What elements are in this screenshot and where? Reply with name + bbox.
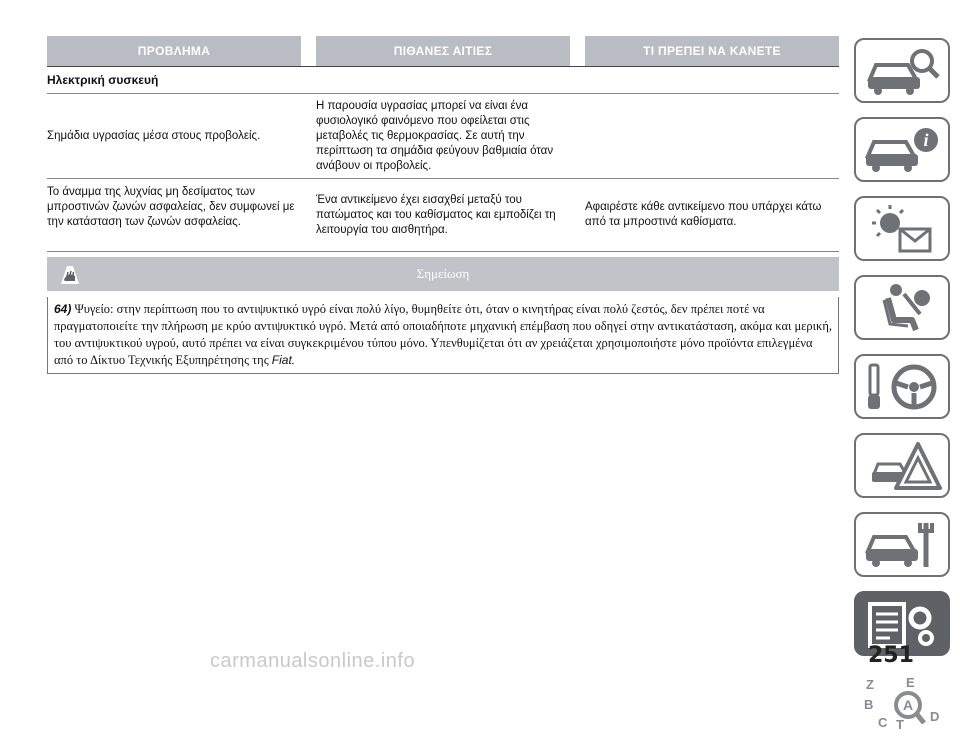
svg-text:i: i (923, 129, 929, 150)
header-actions: ΤΙ ΠΡΕΠΕΙ ΝΑ ΚΑΝΕΤΕ (585, 36, 839, 66)
svg-text:B: B (864, 696, 874, 712)
note-number: 64) (54, 302, 72, 316)
svg-text:C: C (878, 714, 888, 730)
troubleshooting-table (47, 36, 839, 252)
car-warning-triangle-icon (860, 438, 944, 494)
tab-airbag-seat[interactable] (854, 275, 950, 340)
action-cell (585, 94, 839, 178)
tab-car-tools[interactable] (854, 512, 950, 577)
car-info-icon (860, 122, 944, 178)
note-hand-icon (59, 262, 81, 286)
note-body (47, 297, 839, 374)
steering-key-icon (860, 359, 944, 415)
note-brand: Fiat. (271, 353, 296, 367)
note-text: Ψυγείο: στην περίπτωση που το αντιψυκτικό υγρό είναι πολύ λίγο, θυμηθείτε ότι, όταν ο κινητήρας είναι πολύ ζεστός, δεν πρέπει ποτέ να πραγματοποιείτε την πλήρωση με κρύο αντιψυκτικό υγρό. Μετά από οποιαδήποτε μηχανική επέμβαση που οδηγεί στην αντικατάσταση, ακόμα και μερική, του αντιψυκτικού υγρού, αυτό πρέπει να είναι συγκεκριμένου τύπου μόνο. Υπενθυμίζεται ότι αν χρειάζεται χρησιμοποιήστε μόνο προϊόντα επιλεγμένα από το Δίκτυο Τεχνικής Εξυπηρέτησης της (54, 302, 832, 367)
note-title: Σημείωση (416, 266, 470, 281)
tab-steering-key[interactable] (854, 354, 950, 419)
table-row (47, 179, 839, 252)
header-causes: ΠΙΘΑΝΕΣ ΑΙΤΙΕΣ (316, 36, 570, 66)
cause-cell: Ένα αντικείμενο έχει εισαχθεί μεταξύ του πατώματος και του καθίσματος και εμποδίζει τη λειτουργία του αισθητήρα. (316, 193, 556, 236)
table-header (47, 36, 839, 66)
header-problem: ΠΡΟΒΛΗΜΑ (47, 36, 301, 66)
svg-text:D: D (930, 708, 940, 724)
car-tools-icon (860, 517, 944, 573)
car-search-icon (860, 43, 944, 99)
svg-text:Z: Z (866, 676, 874, 692)
note-box (47, 257, 839, 374)
problem-cell: Σημάδια υγρασίας μέσα στους προβολείς. (47, 129, 261, 142)
problem-cell: Το άναμμα της λυχνίας μη δεσίματος των μπροστινών ζωνών ασφαλείας, δεν συμφωνεί με την κατάσταση των ζωνών ασφαλείας. (47, 186, 295, 228)
watermark: carmanualsonline.info (210, 650, 416, 672)
tab-car-search[interactable] (854, 38, 950, 103)
tab-car-info[interactable] (854, 117, 950, 182)
tab-warning-lights[interactable] (854, 196, 950, 261)
airbag-seat-icon (860, 280, 944, 336)
cause-cell: Η παρουσία υγρασίας μπορεί να είναι ένα φυσιολογικό φαινόμενο που οφείλεται στις μεταβολές τις θερμοκρασίας. Σε αυτή την περίπτωση τα σημάδια φεύγουν βαθμιαία όταν ανάβουν οι προβολείς. (316, 99, 554, 172)
warning-lights-icon (860, 201, 944, 257)
svg-text:A: A (902, 696, 914, 713)
tab-car-warning[interactable] (854, 433, 950, 498)
svg-text:E: E (906, 674, 915, 690)
note-header (47, 257, 839, 291)
table-row (47, 94, 839, 179)
section-title: Ηλεκτρική συσκευή (47, 66, 839, 94)
action-cell: Αφαιρέστε κάθε αντικείμενο που υπάρχει κάτω από τα μπροστινά καθίσματα. (585, 201, 822, 228)
svg-text:T: T (896, 716, 904, 731)
index-az-search-icon (860, 675, 944, 731)
tab-index[interactable] (854, 670, 950, 735)
page-number: 251 (868, 643, 914, 668)
